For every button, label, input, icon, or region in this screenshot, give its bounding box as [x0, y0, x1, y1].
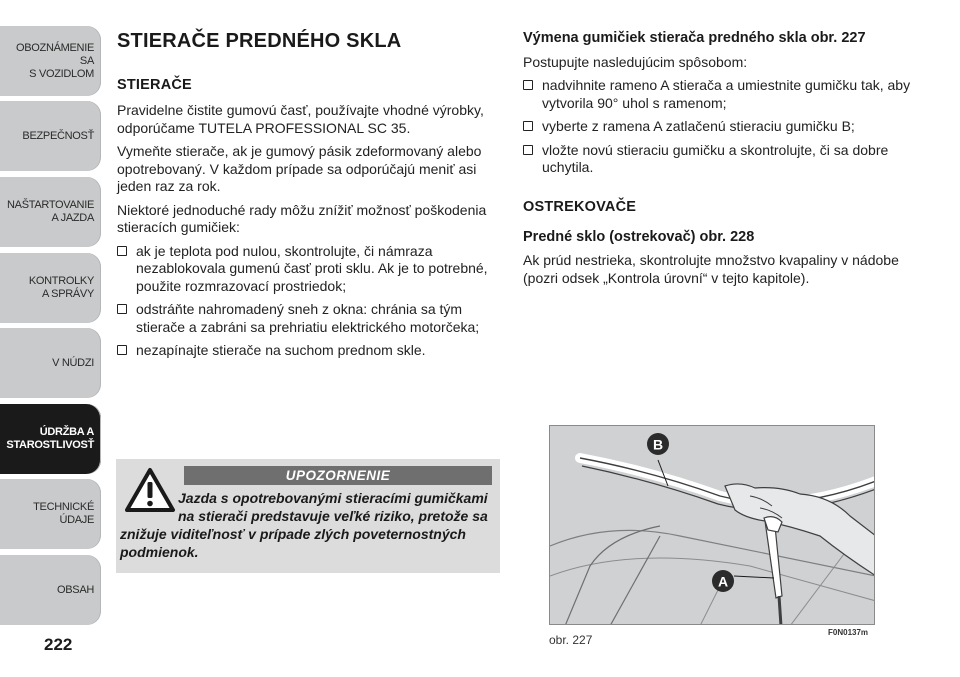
left-column: [117, 30, 501, 360]
tab-label: TECHNICKÉ ÚDAJE: [33, 501, 94, 526]
label-b: B: [652, 436, 664, 453]
list-item-text: vyberte z ramena A zatlačenú stieraciu gumičku B;: [542, 118, 855, 134]
checkbox-bullet-icon: [523, 145, 533, 155]
tab-udrzba[interactable]: [0, 404, 101, 474]
tab-label: BEZPEČNOSŤ: [22, 129, 94, 142]
paragraph: Ak prúd nestrieka, skontrolujte množstvo kvapaliny v nádobe (pozri odsek „Kontrola úrovní“ v tejto kapitole).: [523, 252, 899, 286]
washer-subheading: Predné sklo (ostrekovač) obr. 228: [523, 228, 755, 245]
tab-bezpecnost[interactable]: [0, 101, 101, 171]
right-column: [523, 30, 913, 287]
list-item-text: vložte novú stieraciu gumičku a skontrolujte, či sa dobre uchytila.: [542, 141, 889, 175]
checkbox-bullet-icon: [117, 304, 127, 314]
list-item-text: nadvihnite rameno A stierača a umiestnite gumičku tak, aby vytvorila 90° uhol s ramenom;: [542, 77, 911, 111]
figure-caption: obr. 227: [549, 633, 593, 647]
wiper-blade-replacement-heading: Výmena gumičiek stierača predného skla obr. 227: [523, 30, 866, 46]
tab-label: OBSAH: [56, 583, 94, 596]
tips-list: [117, 243, 501, 360]
steps-list: [523, 77, 913, 177]
tab-technicke-udaje[interactable]: [0, 479, 101, 549]
paragraph: Postupujte nasledujúcim spôsobom:: [523, 53, 748, 70]
warning-text: Jazda s opotrebovanými stieracími gumičkami na stierači predstavuje veľké riziko, pretože sa znižuje viditeľnosť v prípade zlých poveternostných podmienok.: [120, 490, 488, 560]
checkbox-bullet-icon: [117, 246, 127, 256]
tab-v-nudzi[interactable]: [0, 328, 101, 398]
tab-label: KONTROLKY A SPRÁVY: [28, 275, 94, 300]
checkbox-bullet-icon: [523, 80, 533, 90]
tab-kontrolky[interactable]: [0, 253, 101, 323]
checkbox-bullet-icon: [117, 345, 127, 355]
tab-label: V NÚDZI: [52, 356, 94, 369]
figure-code: F0N0137m: [828, 628, 869, 637]
chapter-tabs: [0, 0, 103, 677]
list-item: [117, 301, 501, 336]
warning-heading: UPOZORNENIE: [184, 466, 492, 485]
tab-label: ÚDRŽBA A STAROSTLIVOSŤ: [6, 426, 94, 451]
page-title: STIERAČE PREDNÉHO SKLA: [117, 30, 402, 52]
wiper-drawing: [550, 426, 875, 625]
list-item-text: odstráňte nahromadený sneh z okna: chránia sa tým stierače a zabráni sa prehriatiu elektrického motorčeka;: [136, 301, 480, 335]
paragraph: Niektoré jednoduché rady môžu znížiť možnosť poškodenia stieracích gumičiek:: [117, 201, 487, 235]
list-item: [523, 142, 913, 177]
wiper-illustration: [549, 425, 875, 625]
paragraph: Vymeňte stierače, ak je gumový pásik zdeformovaný alebo opotrebovaný. V každom prípade sa odporúčajú meniť asi jeden raz za rok.: [117, 143, 482, 194]
checkbox-bullet-icon: [523, 121, 533, 131]
list-item: [117, 342, 501, 360]
paragraph: Pravidelne čistite gumovú časť, používajte vhodné výrobky, odporúčame TUTELA PROFESSIONAL SC 35.: [117, 102, 484, 136]
tab-label: OBOZNÁMENIE SA S VOZIDLOM: [16, 41, 94, 80]
list-item: [117, 243, 501, 296]
section-heading-stierace: STIERAČE: [117, 77, 192, 93]
list-item-text: nezapínajte stierače na suchom prednom skle.: [136, 342, 426, 358]
list-item: [523, 118, 913, 136]
label-a: A: [717, 573, 729, 590]
warning-box: [116, 459, 500, 573]
list-item-text: ak je teplota pod nulou, skontrolujte, či námraza nezablokovala gumenú časť proti sklu. Ak je to potrebné, použite rozmrazovací prostriedok;: [136, 242, 488, 294]
tab-nastartovanie[interactable]: [0, 177, 101, 247]
tab-label: NAŠTARTOVANIE A JAZDA: [7, 199, 94, 224]
section-heading-ostrekovace: OSTREKOVAČE: [523, 198, 637, 215]
page-number: 222: [44, 635, 73, 654]
list-item: [523, 77, 913, 112]
tab-obsah[interactable]: [0, 555, 101, 625]
tab-oboznamenie[interactable]: [0, 26, 101, 96]
